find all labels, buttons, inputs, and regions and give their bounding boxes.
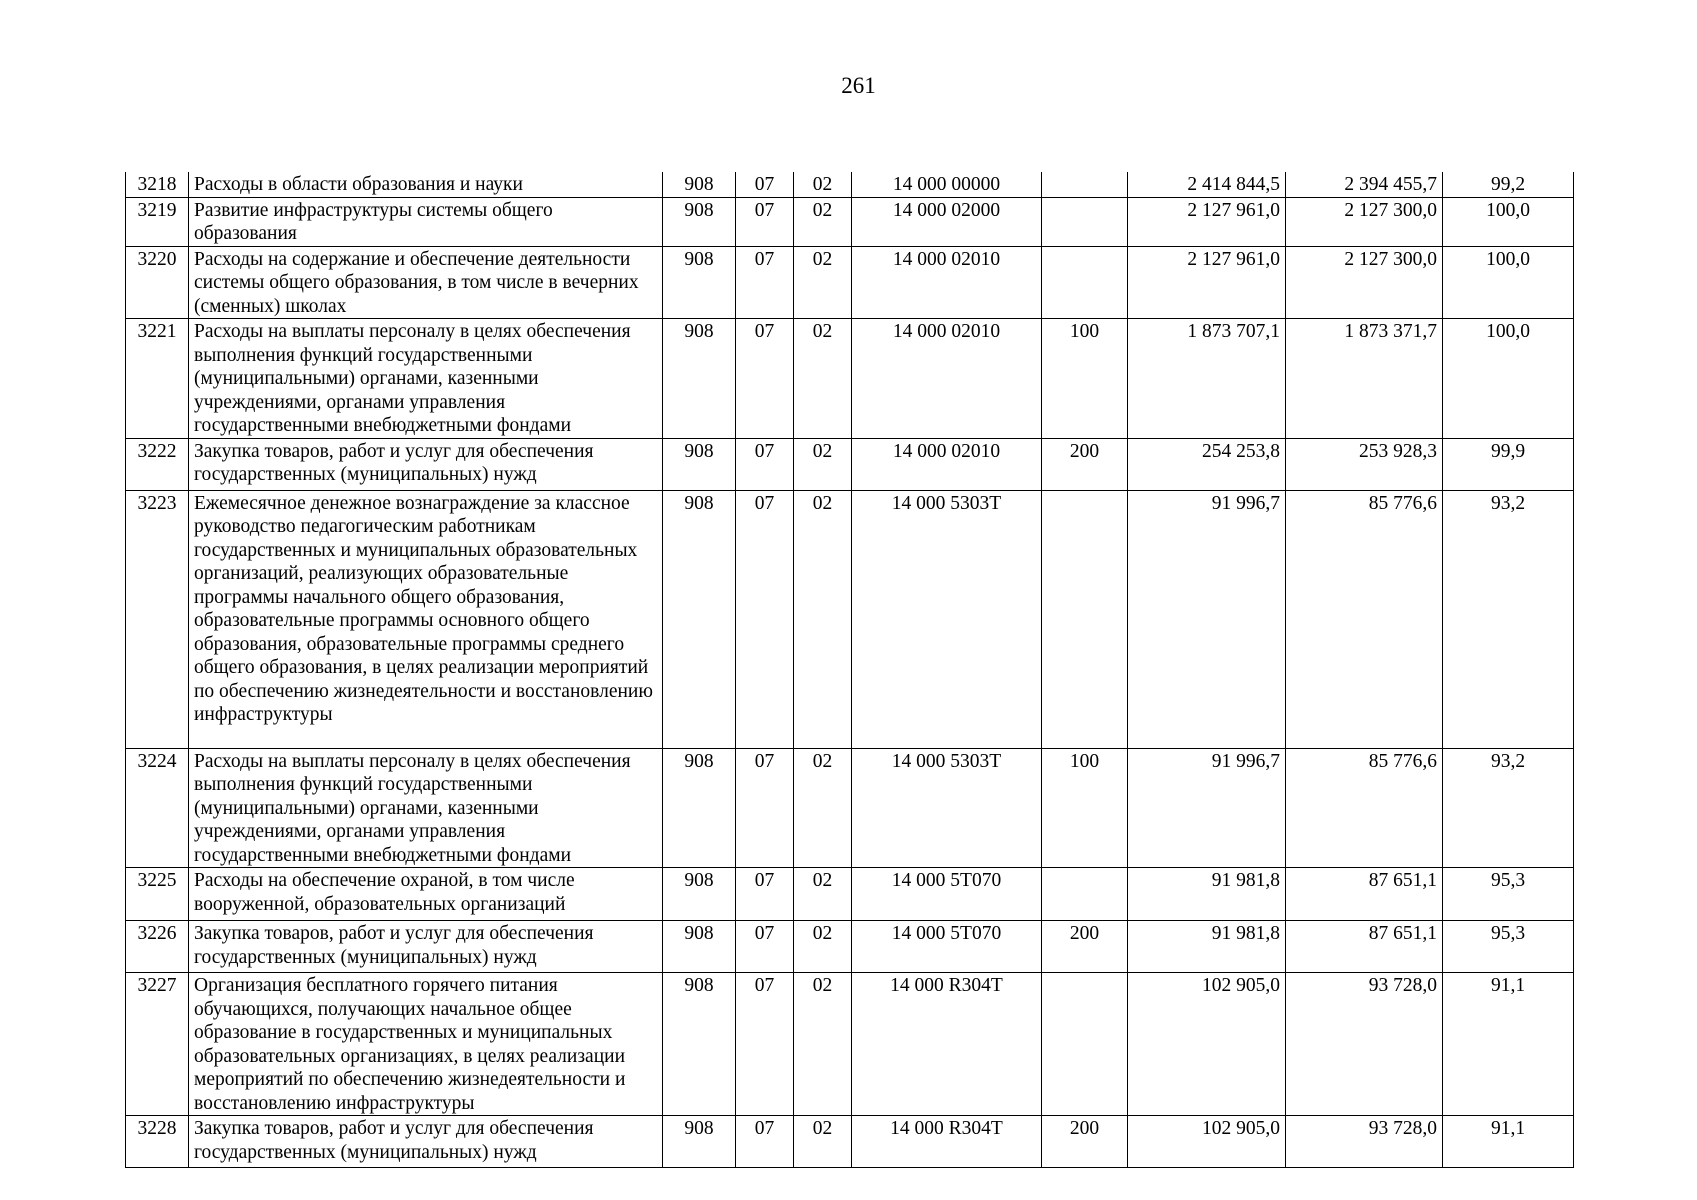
table-row: [126, 973, 1574, 1116]
execution-percent-cell: 93,2: [1443, 490, 1574, 748]
grbs-code-cell: 908: [663, 748, 736, 868]
target-article-cell: 14 000 00000: [852, 172, 1042, 197]
expense-name-cell: Организация бесплатного горячего питания обучающихся, получающих начальное общее образование в государственных и муниципальных образовательных организациях, в целях реализации мероприятий по обеспечению жизнедеятельности и восстановлению инфраструктуры: [189, 973, 663, 1116]
section-code-cell: 07: [736, 246, 794, 319]
table-row: [126, 868, 1574, 921]
expense-type-cell: 200: [1042, 921, 1128, 973]
grbs-code-cell: 908: [663, 246, 736, 319]
target-article-cell: 14 000 02010: [852, 246, 1042, 319]
subsection-code-cell: 02: [794, 973, 852, 1116]
expense-type-cell: [1042, 172, 1128, 197]
row-number-cell: 3220: [126, 246, 189, 319]
execution-percent-cell: 91,1: [1443, 973, 1574, 1116]
row-number-cell: 3218: [126, 172, 189, 197]
grbs-code-cell: 908: [663, 1116, 736, 1168]
expense-type-cell: 200: [1042, 1116, 1128, 1168]
actual-amount-cell: 87 651,1: [1286, 921, 1443, 973]
actual-amount-cell: 2 394 455,7: [1286, 172, 1443, 197]
expense-name-cell: Ежемесячное денежное вознаграждение за классное руководство педагогическим работникам государственных и муниципальных образовательных организаций, реализующих образовательные программы начального общего образования, образовательные программы основного общего образования, образовательные программы среднего общего образования, в целях реализации мероприятий по обеспечению жизнедеятельности и восстановлению инфраструктуры: [189, 490, 663, 748]
target-article-cell: 14 000 R304Т: [852, 1116, 1042, 1168]
planned-amount-cell: 91 981,8: [1128, 868, 1286, 921]
actual-amount-cell: 253 928,3: [1286, 438, 1443, 490]
section-code-cell: 07: [736, 868, 794, 921]
planned-amount-cell: 102 905,0: [1128, 973, 1286, 1116]
subsection-code-cell: 02: [794, 748, 852, 868]
row-number-cell: 3221: [126, 319, 189, 439]
section-code-cell: 07: [736, 748, 794, 868]
planned-amount-cell: 91 996,7: [1128, 490, 1286, 748]
execution-percent-cell: 91,1: [1443, 1116, 1574, 1168]
expense-name-cell: Закупка товаров, работ и услуг для обеспечения государственных (муниципальных) нужд: [189, 921, 663, 973]
subsection-code-cell: 02: [794, 868, 852, 921]
expense-name-cell: Расходы на выплаты персоналу в целях обеспечения выполнения функций государственными (муниципальными) органами, казенными учреждениями, органами управления государственными внебюджетными фондами: [189, 319, 663, 439]
expense-type-cell: [1042, 246, 1128, 319]
subsection-code-cell: 02: [794, 197, 852, 246]
execution-percent-cell: 93,2: [1443, 748, 1574, 868]
execution-percent-cell: 100,0: [1443, 319, 1574, 439]
table-row: [126, 172, 1574, 197]
table-row: [126, 490, 1574, 748]
expense-name-cell: Расходы на выплаты персоналу в целях обеспечения выполнения функций государственными (муниципальными) органами, казенными учреждениями, органами управления государственными внебюджетными фондами: [189, 748, 663, 868]
budget-table: [125, 172, 1574, 1168]
subsection-code-cell: 02: [794, 490, 852, 748]
planned-amount-cell: 91 981,8: [1128, 921, 1286, 973]
expense-name-cell: Расходы на содержание и обеспечение деятельности системы общего образования, в том числе в вечерних (сменных) школах: [189, 246, 663, 319]
grbs-code-cell: 908: [663, 197, 736, 246]
table-row: [126, 197, 1574, 246]
actual-amount-cell: 85 776,6: [1286, 748, 1443, 868]
row-number-cell: 3227: [126, 973, 189, 1116]
table-row: [126, 438, 1574, 490]
section-code-cell: 07: [736, 490, 794, 748]
grbs-code-cell: 908: [663, 172, 736, 197]
planned-amount-cell: 1 873 707,1: [1128, 319, 1286, 439]
grbs-code-cell: 908: [663, 319, 736, 439]
expense-name-cell: Закупка товаров, работ и услуг для обеспечения государственных (муниципальных) нужд: [189, 1116, 663, 1168]
expense-type-cell: 200: [1042, 438, 1128, 490]
table-row: [126, 246, 1574, 319]
section-code-cell: 07: [736, 172, 794, 197]
subsection-code-cell: 02: [794, 921, 852, 973]
expense-name-cell: Развитие инфраструктуры системы общего образования: [189, 197, 663, 246]
execution-percent-cell: 100,0: [1443, 246, 1574, 319]
planned-amount-cell: 2 127 961,0: [1128, 197, 1286, 246]
expense-name-cell: Расходы в области образования и науки: [189, 172, 663, 197]
expense-type-cell: 100: [1042, 748, 1128, 868]
expense-type-cell: 100: [1042, 319, 1128, 439]
planned-amount-cell: 2 127 961,0: [1128, 246, 1286, 319]
row-number-cell: 3225: [126, 868, 189, 921]
row-number-cell: 3224: [126, 748, 189, 868]
grbs-code-cell: 908: [663, 921, 736, 973]
subsection-code-cell: 02: [794, 438, 852, 490]
execution-percent-cell: 100,0: [1443, 197, 1574, 246]
target-article-cell: 14 000 5303Т: [852, 748, 1042, 868]
grbs-code-cell: 908: [663, 868, 736, 921]
actual-amount-cell: 93 728,0: [1286, 1116, 1443, 1168]
subsection-code-cell: 02: [794, 1116, 852, 1168]
execution-percent-cell: 95,3: [1443, 921, 1574, 973]
expense-name-cell: Закупка товаров, работ и услуг для обеспечения государственных (муниципальных) нужд: [189, 438, 663, 490]
actual-amount-cell: 87 651,1: [1286, 868, 1443, 921]
grbs-code-cell: 908: [663, 438, 736, 490]
target-article-cell: 14 000 02010: [852, 319, 1042, 439]
target-article-cell: 14 000 02000: [852, 197, 1042, 246]
page-number: 261: [841, 73, 876, 98]
target-article-cell: 14 000 5Т070: [852, 921, 1042, 973]
section-code-cell: 07: [736, 319, 794, 439]
planned-amount-cell: 102 905,0: [1128, 1116, 1286, 1168]
table-row: [126, 921, 1574, 973]
row-number-cell: 3226: [126, 921, 189, 973]
grbs-code-cell: 908: [663, 490, 736, 748]
expense-type-cell: [1042, 197, 1128, 246]
section-code-cell: 07: [736, 973, 794, 1116]
row-number-cell: 3222: [126, 438, 189, 490]
execution-percent-cell: 99,2: [1443, 172, 1574, 197]
grbs-code-cell: 908: [663, 973, 736, 1116]
section-code-cell: 07: [736, 921, 794, 973]
row-number-cell: 3228: [126, 1116, 189, 1168]
section-code-cell: 07: [736, 1116, 794, 1168]
target-article-cell: 14 000 02010: [852, 438, 1042, 490]
row-number-cell: 3219: [126, 197, 189, 246]
expense-name-cell: Расходы на обеспечение охраной, в том числе вооруженной, образовательных организаций: [189, 868, 663, 921]
target-article-cell: 14 000 R304Т: [852, 973, 1042, 1116]
table-row: [126, 319, 1574, 439]
subsection-code-cell: 02: [794, 246, 852, 319]
table-row: [126, 1116, 1574, 1168]
expense-type-cell: [1042, 490, 1128, 748]
planned-amount-cell: 2 414 844,5: [1128, 172, 1286, 197]
actual-amount-cell: 2 127 300,0: [1286, 197, 1443, 246]
subsection-code-cell: 02: [794, 319, 852, 439]
planned-amount-cell: 254 253,8: [1128, 438, 1286, 490]
subsection-code-cell: 02: [794, 172, 852, 197]
expense-type-cell: [1042, 868, 1128, 921]
target-article-cell: 14 000 5Т070: [852, 868, 1042, 921]
row-number-cell: 3223: [126, 490, 189, 748]
actual-amount-cell: 93 728,0: [1286, 973, 1443, 1116]
actual-amount-cell: 85 776,6: [1286, 490, 1443, 748]
execution-percent-cell: 99,9: [1443, 438, 1574, 490]
table-row: [126, 748, 1574, 868]
target-article-cell: 14 000 5303Т: [852, 490, 1042, 748]
planned-amount-cell: 91 996,7: [1128, 748, 1286, 868]
section-code-cell: 07: [736, 438, 794, 490]
actual-amount-cell: 1 873 371,7: [1286, 319, 1443, 439]
expense-type-cell: [1042, 973, 1128, 1116]
actual-amount-cell: 2 127 300,0: [1286, 246, 1443, 319]
section-code-cell: 07: [736, 197, 794, 246]
execution-percent-cell: 95,3: [1443, 868, 1574, 921]
